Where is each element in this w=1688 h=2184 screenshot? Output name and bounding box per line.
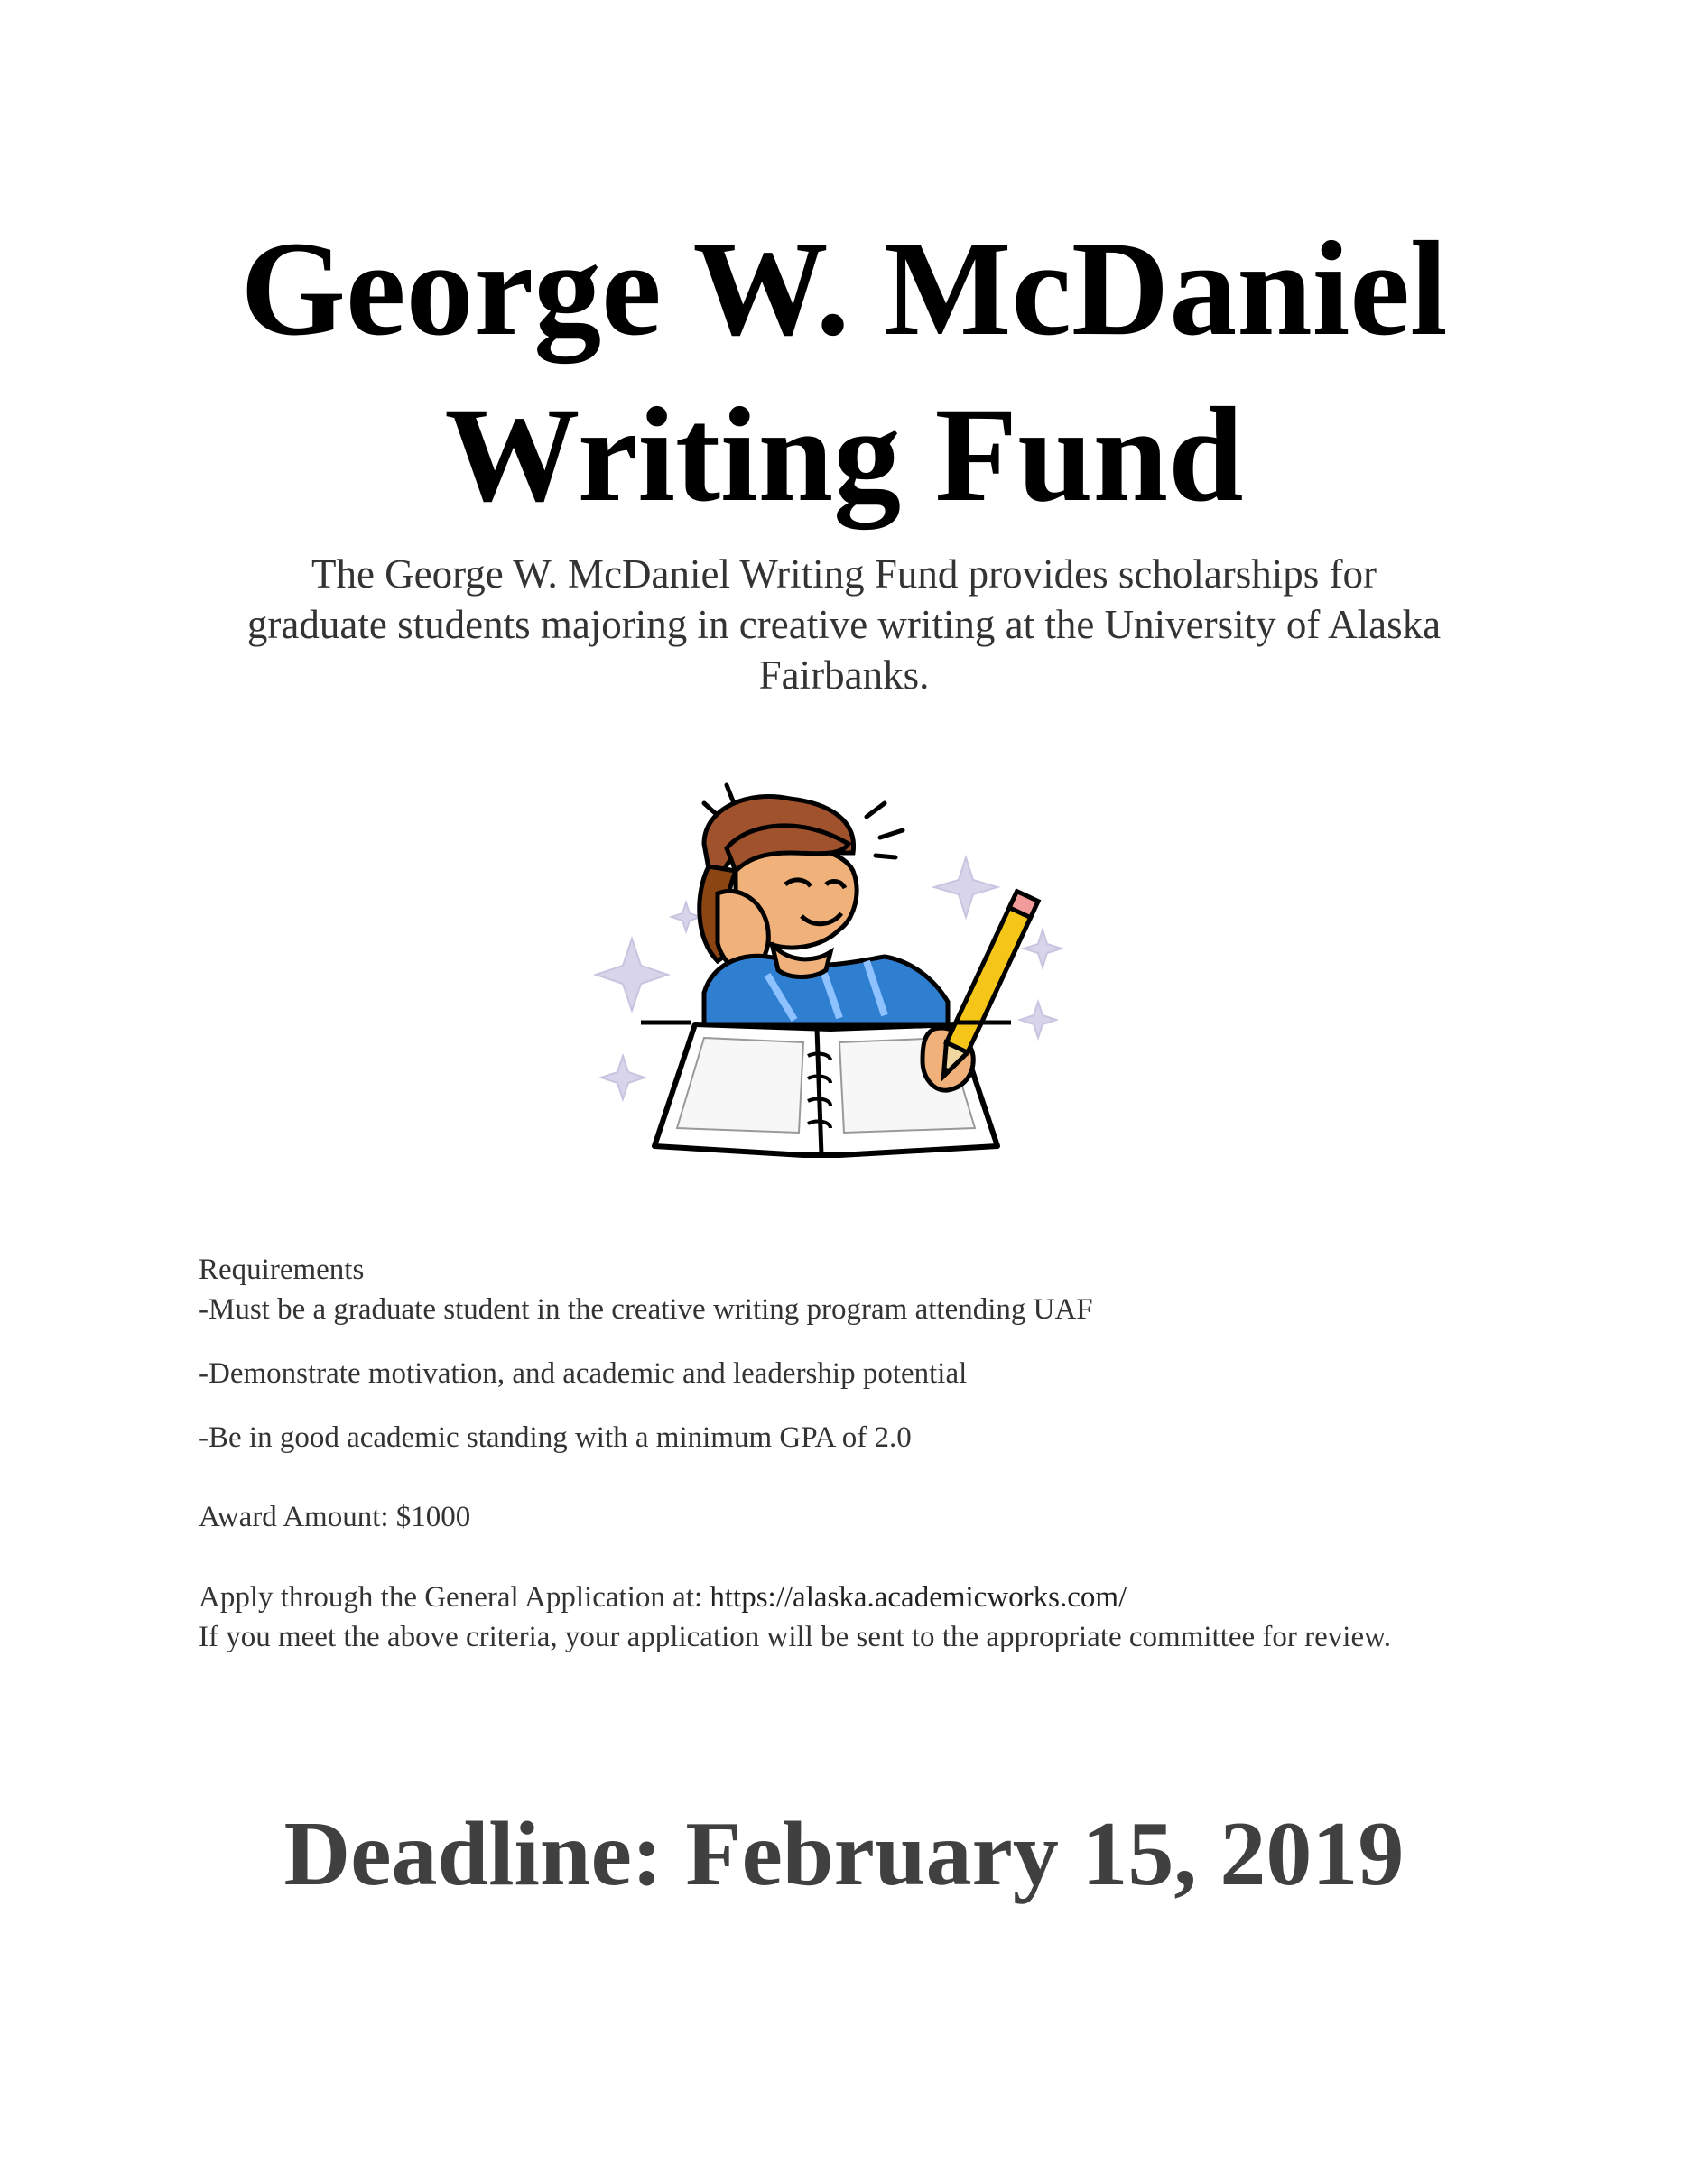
title-line-1: George W. McDaniel — [240, 214, 1448, 364]
requirement-item: -Must be a graduate student in the creative writing program attending UAF — [199, 1293, 1093, 1326]
student-writing-clipart-icon — [569, 767, 1074, 1173]
application-link[interactable]: https://alaska.academicworks.com/ — [710, 1581, 1127, 1614]
apply-line — [199, 1578, 1480, 1617]
page-title — [0, 206, 1688, 538]
criteria-note: If you meet the above criteria, your application will be sent to the appropriate committee for review. — [199, 1621, 1392, 1653]
requirement-item: -Be in good academic standing with a minimum GPA of 2.0 — [199, 1421, 912, 1454]
deadline-heading: Deadline: February 15, 2019 — [283, 1803, 1405, 1905]
award-amount: Award Amount: $1000 — [199, 1501, 471, 1533]
requirements-section — [199, 1250, 1480, 1657]
requirements-heading: Requirements — [199, 1254, 365, 1286]
intro-paragraph: The George W. McDaniel Writing Fund provides scholarships for graduate students majoring in creative writing at the University of Alaska Fairbanks. — [246, 551, 1442, 698]
apply-prefix: Apply through the General Application at: — [199, 1581, 710, 1614]
requirement-item: -Demonstrate motivation, and academic and leadership potential — [199, 1357, 968, 1390]
title-line-2: Writing Fund — [444, 380, 1244, 530]
